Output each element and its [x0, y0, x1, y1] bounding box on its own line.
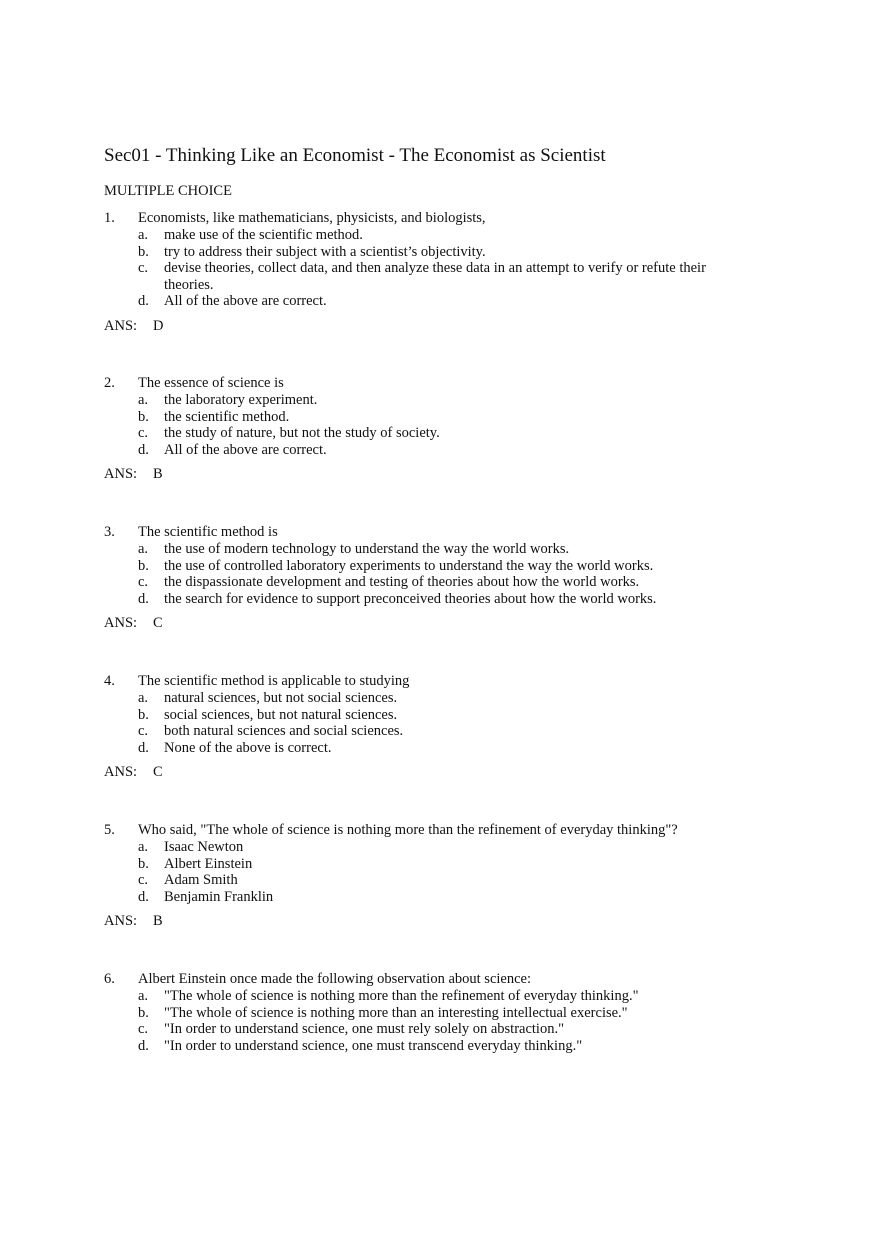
option-c: [138, 574, 714, 591]
option-d: [138, 889, 714, 906]
option-text: the laboratory experiment.: [164, 392, 318, 408]
section-heading: MULTIPLE CHOICE: [104, 183, 232, 199]
option-text: Benjamin Franklin: [164, 888, 274, 905]
option-a: [138, 541, 714, 558]
option-letter: d.: [138, 1037, 149, 1054]
option-d: [138, 740, 714, 757]
answer-line: [104, 466, 714, 483]
option-a: [138, 988, 714, 1005]
question-stem: [104, 210, 714, 227]
option-letter: c.: [138, 574, 149, 591]
option-letter: a.: [138, 839, 149, 855]
option-text: Isaac Newton: [164, 839, 244, 855]
answer-label: ANS:: [104, 913, 138, 930]
question-text: The essence of science is: [138, 375, 284, 391]
question-stem: [104, 524, 714, 541]
option-text: Albert Einstein: [164, 855, 253, 872]
option-b: [138, 409, 714, 426]
option-letter: c.: [138, 723, 149, 740]
question-1: [104, 210, 714, 335]
question-text: Who said, "The whole of science is nothing more than the refinement of everyday thinking"?: [138, 822, 678, 838]
page-title: Sec01 - Thinking Like an Economist - The Economist as Scientist: [104, 145, 606, 166]
option-letter: a.: [138, 690, 149, 706]
option-text: natural sciences, but not social sciences.: [164, 690, 398, 706]
option-letter: d.: [138, 590, 149, 607]
option-text: All of the above are correct.: [164, 293, 327, 310]
option-d: [138, 293, 714, 310]
option-text: make use of the scientific method.: [164, 227, 363, 243]
option-letter: d.: [138, 441, 149, 458]
option-letter: d.: [138, 888, 149, 905]
option-text: the use of controlled laboratory experiments to understand the way the world works.: [164, 557, 654, 574]
option-text: devise theories, collect data, and then analyze these data in an attempt to verify or refute their theories.: [164, 260, 706, 293]
question-number: 5.: [104, 822, 115, 838]
option-letter: a.: [138, 392, 149, 408]
option-text: the study of nature, but not the study of society.: [164, 425, 440, 442]
question-text: Albert Einstein once made the following observation about science:: [138, 971, 531, 987]
option-text: social sciences, but not natural sciences.: [164, 706, 398, 723]
option-d: [138, 591, 714, 608]
option-text: the dispassionate development and testing of theories about how the world works.: [164, 574, 640, 591]
option-a: [138, 690, 714, 707]
answer-label: ANS:: [104, 764, 138, 781]
option-b: [138, 856, 714, 873]
question-number: 4.: [104, 673, 115, 689]
answer-label: ANS:: [104, 466, 138, 483]
option-letter: b.: [138, 408, 149, 425]
answer-value: C: [153, 615, 163, 632]
answer-line: [104, 913, 714, 930]
option-letter: a.: [138, 541, 149, 557]
option-text: "In order to understand science, one must rely solely on abstraction.": [164, 1021, 565, 1038]
option-b: [138, 558, 714, 575]
option-letter: b.: [138, 706, 149, 723]
option-b: [138, 1005, 714, 1022]
option-letter: b.: [138, 557, 149, 574]
option-d: [138, 1038, 714, 1055]
option-text: "In order to understand science, one must transcend everyday thinking.": [164, 1037, 583, 1054]
question-number: 1.: [104, 210, 115, 226]
question-stem: [104, 971, 714, 988]
option-text: both natural sciences and social sciences.: [164, 723, 404, 740]
option-letter: a.: [138, 988, 149, 1004]
answer-line: [104, 318, 714, 335]
option-text: Adam Smith: [164, 872, 238, 889]
question-text: Economists, like mathematicians, physicists, and biologists,: [138, 210, 486, 226]
question-text: The scientific method is: [138, 524, 278, 540]
answer-label: ANS:: [104, 615, 138, 632]
option-letter: d.: [138, 293, 149, 310]
option-text: None of the above is correct.: [164, 739, 332, 756]
answer-line: [104, 615, 714, 632]
question-number: 6.: [104, 971, 115, 987]
option-letter: c.: [138, 425, 149, 442]
option-text: "The whole of science is nothing more than an interesting intellectual exercise.": [164, 1004, 628, 1021]
option-letter: c.: [138, 260, 149, 277]
option-c: [138, 872, 714, 889]
question-5: [104, 822, 714, 930]
answer-value: D: [153, 317, 164, 334]
option-b: [138, 244, 714, 261]
answer-line: [104, 764, 714, 781]
option-text: try to address their subject with a scientist’s objectivity.: [164, 243, 486, 260]
answer-value: B: [153, 913, 163, 930]
option-letter: b.: [138, 1004, 149, 1021]
option-c: [138, 260, 714, 293]
option-a: [138, 227, 714, 244]
option-a: [138, 839, 714, 856]
option-text: the scientific method.: [164, 408, 290, 425]
question-2: [104, 375, 714, 483]
question-stem: [104, 673, 714, 690]
question-3: [104, 524, 714, 632]
option-text: "The whole of science is nothing more than the refinement of everyday thinking.": [164, 988, 639, 1004]
option-b: [138, 707, 714, 724]
option-d: [138, 442, 714, 459]
option-letter: b.: [138, 855, 149, 872]
question-4: [104, 673, 714, 781]
option-letter: d.: [138, 739, 149, 756]
option-text: the use of modern technology to understand the way the world works.: [164, 541, 570, 557]
option-c: [138, 723, 714, 740]
question-stem: [104, 822, 714, 839]
question-number: 2.: [104, 375, 115, 391]
option-letter: c.: [138, 872, 149, 889]
question-6: [104, 971, 714, 1054]
answer-value: B: [153, 466, 163, 483]
question-stem: [104, 375, 714, 392]
option-c: [138, 425, 714, 442]
answer-label: ANS:: [104, 317, 138, 334]
option-letter: a.: [138, 227, 149, 243]
option-c: [138, 1021, 714, 1038]
option-letter: b.: [138, 243, 149, 260]
answer-value: C: [153, 764, 163, 781]
question-text: The scientific method is applicable to studying: [138, 673, 410, 689]
option-text: the search for evidence to support preconceived theories about how the world works.: [164, 590, 657, 607]
option-letter: c.: [138, 1021, 149, 1038]
question-number: 3.: [104, 524, 115, 540]
option-text: All of the above are correct.: [164, 441, 327, 458]
option-a: [138, 392, 714, 409]
